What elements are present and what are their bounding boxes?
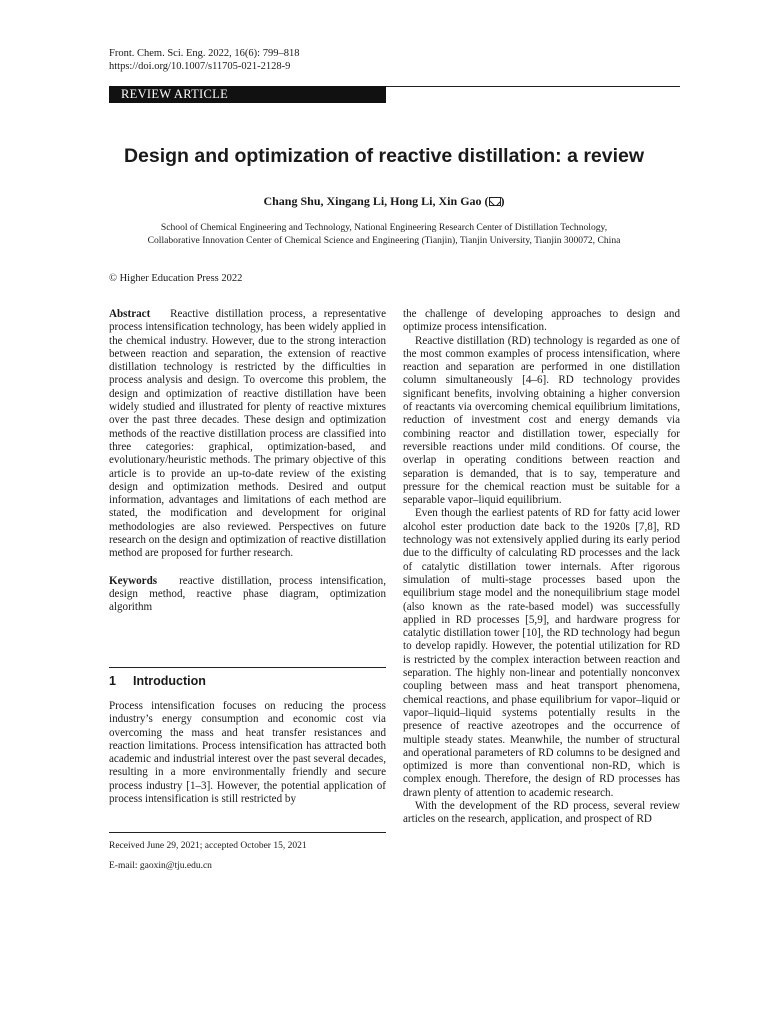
section-rule [109,667,386,668]
left-column [109,308,386,615]
paper-title: Design and optimization of reactive distillation: a review [123,145,645,167]
doi-link[interactable]: https://doi.org/10.1007/s11705-021-2128-9 [109,61,291,72]
journal-info [109,47,299,73]
contact-email[interactable]: E-mail: gaoxin@tju.edu.cn [109,861,212,871]
article-type-bar [109,86,386,103]
affiliation-line-1: School of Chemical Engineering and Technology, National Engineering Research Center of Distillation Technology, [160,222,608,233]
author-list [0,193,768,209]
affiliation [0,221,768,247]
received-date: Received June 29, 2021; accepted October 15, 2021 [109,841,307,851]
section-heading [109,673,206,689]
authors-text: Chang Shu, Xingang Li, Hong Li, Xin Gao ( [263,194,489,208]
abstract-label: Abstract [109,308,151,320]
keywords-text: reactive distillation, process intensification, design method, reactive phase diagram, optimization algorithm [109,574,386,614]
affiliation-line-2: Collaborative Innovation Center of Chemical Science and Engineering (Tianjin), Tianjin University, Tianjin 300072, China [147,235,621,246]
section-number: 1 [109,674,116,688]
intro-paragraph: Process intensification focuses on reducing the process industry’s energy consumption and economic cost via overcoming the mass and heat transfer resistances and reaction limitations. Process intensification has attracted both academic and industrial interest over the past several decades, resulting in a more environmentally friendly and secure process industry [1–3]. However, the potential application of process intensification is still restricted by [109,700,386,806]
footnote-rule [109,832,386,833]
envelope-icon[interactable] [489,197,501,206]
article-type-label: REVIEW ARTICLE [121,87,229,101]
section-title: Introduction [133,674,206,688]
paragraph: Even though the earliest patents of RD for fatty acid lower alcohol ester production date back to the 1920s [7,8], RD technology was not extensively applied during its early period due to the difficulty of calculating RD processes and the lack of catalytic distillation tower internals. After rigorous simulation of multi-stage processes based upon the equilibrium stage model and the nonequilibrium stage model (also known as the rate-based model) was successfully applied in RD processes [5,9], and hardware progress for catalytic distillation tower [10], the RD technology had begun to develop rapidly. However, the potential utilization for RD is restricted by the complex interaction between reaction and separation. The highly non-linear and potentially nonconvex coupling between mass and heat transport phenomena, chemical reactions, and phase equilibrium for vapor–liquid or vapor–liquid–liquid systems potentially results in the presence of reactive azeotropes and the occurrence of multiple steady states. Meanwhile, the number of structural and operational parameters of RD columns to be designed and optimized is more than conventional non-RD, which is complex enough. Therefore, the design of RD processes has drawn plenty of attention to academic research. [403,507,680,799]
right-column [403,308,680,827]
keywords-label: Keywords [109,574,158,587]
paragraph: Reactive distillation (RD) technology is regarded as one of the most common examples of process intensification, where reaction and separation are performed in one distillation column simultaneously [4–6]. RD technology provides significant benefits, involving obtaining a higher conversion of reactants via overcoming chemical equilibrium limitations, reduction of investment cost and energy demands via combining reactor and distillation tower, especially for reversible reactions under mild conditions. Of course, the overlap in operating conditions between reaction and separation is demanded, that is to say, temperature and pressure for the chemical reaction must be suitable for a separable vapor–liquid equilibrium. [403,334,680,507]
paragraph: the challenge of developing approaches to design and optimize process intensification. [403,308,680,334]
journal-citation: Front. Chem. Sci. Eng. 2022, 16(6): 799–818 [109,48,300,59]
keywords [109,575,386,615]
paragraph: With the development of the RD process, several review articles on the research, application, and prospect of RD [403,799,680,826]
authors-close: ) [500,194,505,208]
copyright-notice: © Higher Education Press 2022 [109,273,243,284]
abstract [109,308,386,561]
abstract-text: Reactive distillation process, a representative process intensification technology, has been widely applied in the chemical industry. However, due to the strong interaction between reaction and separation, the extension of reactive distillation technology is restricted by the difficulties in process analysis and design. To overcome this problem, the design and optimization of reactive distillation have been widely studied and illustrated for plenty of reactive mixtures over the past three decades. These design and optimization methods of the reactive distillation process are classified into three categories: graphical, optimization-based, and evolutionary/heuristic methods. The primary objective of this article is to provide an up-to-date review of the existing design and optimization methods. Desired and output information, advantages and limitations of each method are stated, the modification and development for original methodologies are also reviewed. Perspectives on future research on the design and optimization of reactive distillation method are proposed for further research. [109,308,386,560]
